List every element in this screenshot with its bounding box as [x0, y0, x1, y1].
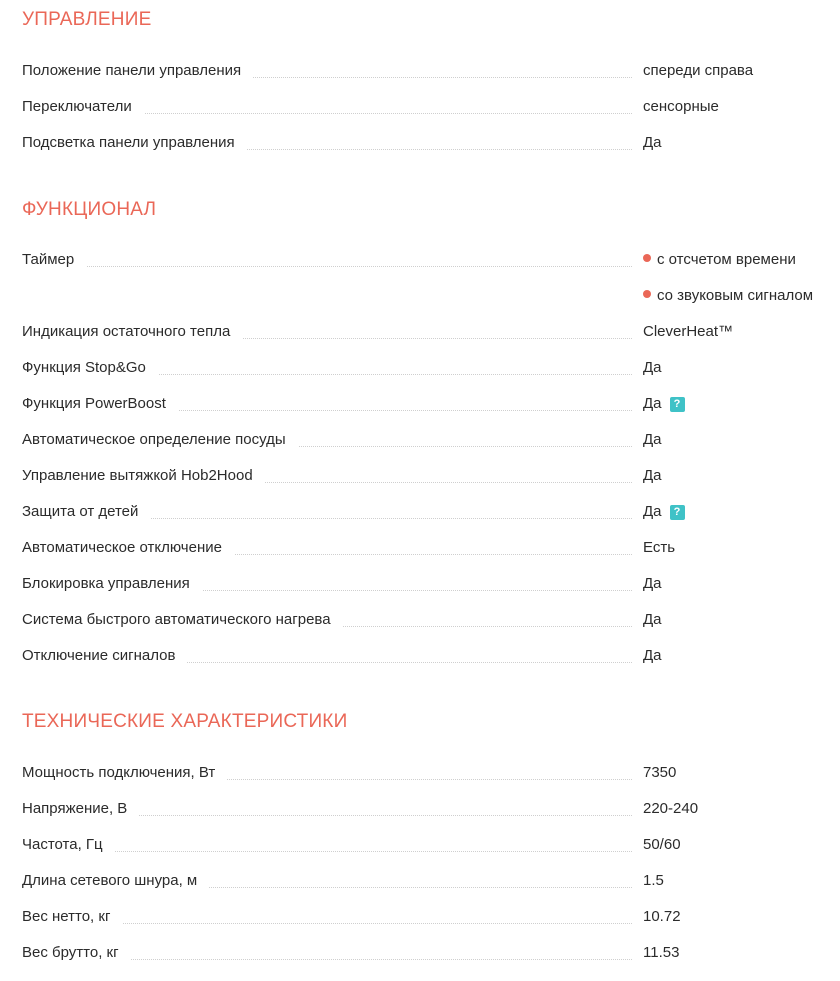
- spec-value: 220-240: [643, 800, 699, 817]
- help-question-icon[interactable]: ?: [670, 397, 685, 412]
- spec-label: Система быстрого автоматического нагрева: [22, 611, 343, 629]
- spec-value: Да: [643, 395, 662, 412]
- spec-row-net-weight: [22, 899, 832, 935]
- spec-label: Длина сетевого шнура, м: [22, 872, 209, 890]
- spec-value: с отсчетом времени: [657, 251, 796, 268]
- spec-row-switches: [22, 89, 832, 125]
- spec-row-hob2hood: [22, 458, 832, 494]
- spec-row-frequency: [22, 827, 832, 863]
- spec-row-quick-heat: [22, 602, 832, 638]
- spec-row-timer-continued: [22, 278, 832, 314]
- spec-value: сенсорные: [643, 98, 719, 115]
- spec-value: Есть: [643, 539, 676, 556]
- spec-value: Да: [643, 359, 662, 376]
- section-title-features: ФУНКЦИОНАЛ: [22, 199, 157, 220]
- spec-label: Таймер: [22, 251, 86, 269]
- leader-dots: [22, 266, 632, 267]
- spec-value: 1.5: [643, 872, 664, 889]
- spec-label: Индикация остаточного тепла: [22, 323, 242, 341]
- spec-label: Напряжение, В: [22, 800, 139, 818]
- spec-value: Да: [643, 503, 662, 520]
- spec-row-gross-weight: [22, 935, 832, 971]
- spec-row-control-panel-position: [22, 53, 832, 89]
- spec-row-residual-heat: [22, 314, 832, 350]
- spec-label: Частота, Гц: [22, 836, 115, 854]
- spec-value: Да: [643, 431, 662, 448]
- spec-row-powerboost: [22, 386, 832, 422]
- spec-value: 10.72: [643, 908, 681, 925]
- spec-value: Да: [643, 467, 662, 484]
- spec-value-list-item: [643, 287, 813, 305]
- spec-value: спереди справа: [643, 62, 754, 79]
- spec-label: Автоматическое определение посуды: [22, 431, 298, 449]
- spec-value: Да: [643, 575, 662, 592]
- spec-value: 7350: [643, 764, 677, 781]
- spec-row-panel-backlight: [22, 125, 832, 161]
- spec-value-with-help: [643, 395, 685, 413]
- spec-row-signal-mute: [22, 638, 832, 674]
- spec-label: Защита от детей: [22, 503, 150, 521]
- spec-label: Переключатели: [22, 98, 144, 116]
- spec-label: Отключение сигналов: [22, 647, 187, 665]
- spec-value: со звуковым сигналом: [657, 287, 814, 304]
- spec-value-list-item: [643, 251, 796, 269]
- spec-row-power: [22, 755, 832, 791]
- spec-label: Мощность подключения, Вт: [22, 764, 227, 782]
- bullet-dot-icon: [643, 254, 651, 262]
- section-title-specs: ТЕХНИЧЕСКИЕ ХАРАКТЕРИСТИКИ: [22, 711, 348, 732]
- spec-value: 50/60: [643, 836, 681, 853]
- spec-value: Да: [643, 611, 662, 628]
- spec-row-cord-length: [22, 863, 832, 899]
- spec-row-control-lock: [22, 566, 832, 602]
- spec-value: Да: [643, 647, 662, 664]
- spec-label: Вес брутто, кг: [22, 944, 131, 962]
- spec-label: Управление вытяжкой Hob2Hood: [22, 467, 265, 485]
- spec-label: Автоматическое отключение: [22, 539, 234, 557]
- spec-label: Функция PowerBoost: [22, 395, 178, 413]
- spec-row-pan-detection: [22, 422, 832, 458]
- spec-label: Функция Stop&Go: [22, 359, 158, 377]
- spec-value: 11.53: [643, 944, 680, 961]
- spec-label: Положение панели управления: [22, 62, 253, 80]
- spec-label: Блокировка управления: [22, 575, 202, 593]
- spec-row-auto-off: [22, 530, 832, 566]
- spec-value-with-help: [643, 503, 685, 521]
- help-question-icon[interactable]: ?: [670, 505, 685, 520]
- spec-value: Да: [643, 134, 662, 151]
- spec-row-stop-and-go: [22, 350, 832, 386]
- spec-label: Вес нетто, кг: [22, 908, 122, 926]
- spec-row-voltage: [22, 791, 832, 827]
- bullet-dot-icon: [643, 290, 651, 298]
- section-title-control: УПРАВЛЕНИЕ: [22, 9, 152, 30]
- spec-label: Подсветка панели управления: [22, 134, 247, 152]
- spec-row-timer: [22, 242, 832, 278]
- spec-value: CleverHeat™: [643, 323, 734, 340]
- spec-row-child-lock: [22, 494, 832, 530]
